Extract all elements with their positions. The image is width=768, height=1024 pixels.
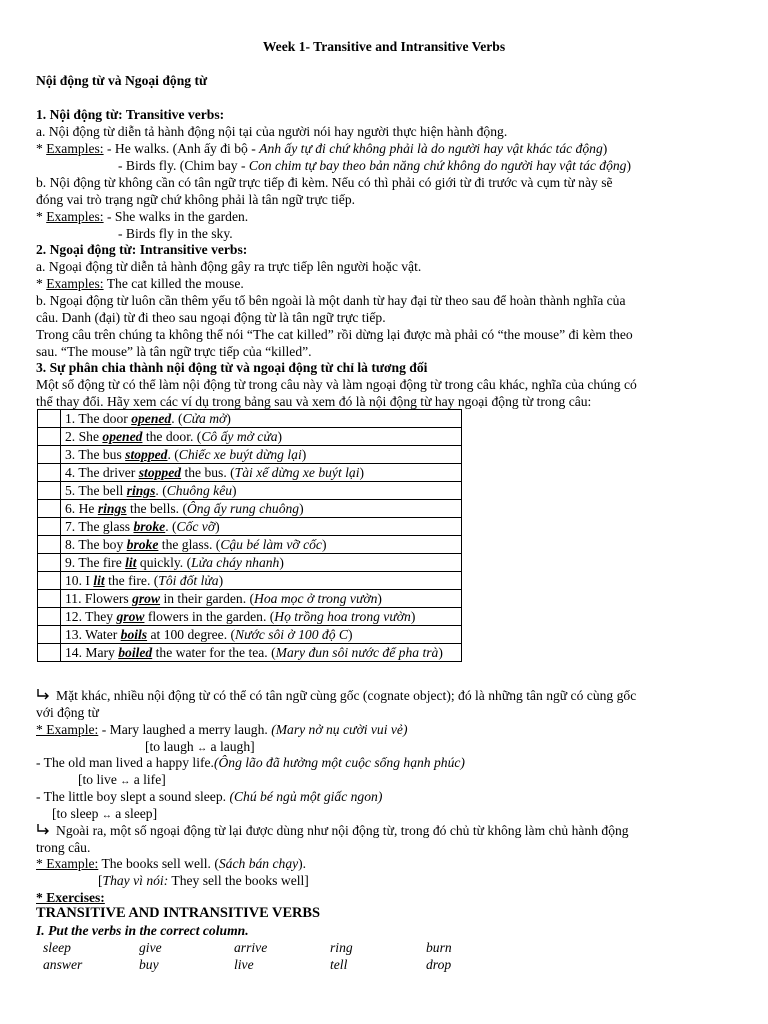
bracket-line: [to live ↔ a life] (78, 772, 166, 787)
bracket-line: [to laugh ↔ a laugh] (145, 739, 255, 754)
table-cell-blank (38, 518, 61, 536)
example-line: - Birds fly in the sky. (118, 226, 233, 241)
example-line: - The little boy slept a sound sleep. (Chú bé ngủ một giấc ngon) (36, 789, 383, 804)
table-cell-example: 1. The door opened. (Cửa mở) (61, 410, 462, 428)
arrow-right-icon (36, 688, 52, 701)
table-row (38, 446, 462, 464)
examples-label: Examples: (46, 141, 104, 156)
table-cell-example: 5. The bell rings. (Chuông kêu) (61, 482, 462, 500)
double-arrow-icon: ↔ (101, 810, 112, 821)
table-cell-example: 10. I lit the fire. (Tôi đốt lửa) (61, 572, 462, 590)
exercises-label: * Exercises: (36, 890, 105, 905)
verb-word: arrive (234, 940, 268, 955)
paragraph: thể thay đổi. Hãy xem các ví dụ trong bảng sau và xem đó là nội động từ hay ngoại động từ trong câu: (36, 394, 592, 409)
table-cell-example: 12. They grow flowers in the garden. (Họ trồng hoa trong vườn) (61, 608, 462, 626)
table-row (38, 536, 462, 554)
double-arrow-icon: ↔ (120, 776, 131, 787)
table-cell-blank (38, 482, 61, 500)
table-row (38, 626, 462, 644)
example-line: [Thay vì nói: They sell the books well] (98, 873, 309, 888)
paragraph: b. Nội động từ không cần có tân ngữ trực tiếp đi kèm. Nếu có thì phải có giới từ đi trước và cụm từ này sẽ (36, 175, 613, 190)
verb-word: burn (426, 940, 452, 955)
example-line: * Examples: - She walks in the garden. (36, 209, 249, 224)
bracket-line: [to sleep ↔ a sleep] (52, 806, 158, 821)
table-cell-example: 13. Water boils at 100 degree. (Nước sôi ở 100 độ C) (61, 626, 462, 644)
verb-word: drop (426, 957, 452, 972)
paragraph: câu. Danh (đại) từ đi theo sau ngoại động từ là tân ngữ trực tiếp. (36, 310, 386, 325)
table-row (38, 428, 462, 446)
paragraph: Ngoài ra, một số ngoại động từ lại được dùng như nội động từ, trong đó chủ từ không làm chủ hành động (36, 822, 629, 839)
verb-word: answer (43, 957, 83, 972)
table-cell-blank (38, 446, 61, 464)
table-row (38, 608, 462, 626)
paragraph: b. Ngoại động từ luôn cần thêm yếu tố bên ngoài là một danh từ hay đại từ theo sau để hoàn thành nghĩa của (36, 293, 626, 308)
table-cell-blank (38, 428, 61, 446)
table-cell-blank (38, 536, 61, 554)
section-2-title: 2. Ngoại động từ: Intransitive verbs: (36, 242, 248, 257)
exercises-heading: TRANSITIVE AND INTRANSITIVE VERBS (36, 905, 321, 921)
paragraph: a. Ngoại động từ diễn tả hành động gây ra trực tiếp lên người hoặc vật. (36, 259, 422, 274)
paragraph: với động từ (36, 705, 99, 720)
verb-word: buy (139, 957, 159, 972)
examples-table (37, 409, 462, 662)
arrow-right-icon (36, 823, 52, 836)
example-line: * Example: The books sell well. (Sách bán chạy). (36, 856, 307, 871)
table-cell-example: 6. He rings the bells. (Ông ấy rung chuông) (61, 500, 462, 518)
table-cell-example: 11. Flowers grow in their garden. (Hoa mọc ở trong vườn) (61, 590, 462, 608)
table-row (38, 554, 462, 572)
verb-word: give (139, 940, 162, 955)
paragraph: trong câu. (36, 840, 91, 855)
table-cell-example: 2. She opened the door. (Cô ấy mở cửa) (61, 428, 462, 446)
section-heading: Nội động từ và Ngoại động từ (36, 73, 208, 88)
table-row (38, 590, 462, 608)
section-3-title: 3. Sự phân chia thành nội động từ và ngoại động từ chỉ là tương đối (36, 360, 428, 375)
exercise-task: I. Put the verbs in the correct column. (36, 923, 249, 938)
example-line: - Birds fly. (Chim bay - Con chim tự bay theo bản năng chứ không do người hay vật tác động) (118, 158, 632, 173)
table-cell-example: 9. The fire lit quickly. (Lửa cháy nhanh) (61, 554, 462, 572)
paragraph: Mặt khác, nhiều nội động từ có thể có tân ngữ cùng gốc (cognate object); đó là những tân ngữ có cùng gốc (36, 687, 636, 704)
table-row (38, 482, 462, 500)
verb-word: tell (330, 957, 348, 972)
table-row (38, 410, 462, 428)
table-cell-blank (38, 608, 61, 626)
table-cell-blank (38, 500, 61, 518)
table-cell-blank (38, 590, 61, 608)
verb-word: sleep (43, 940, 71, 955)
table-cell-example: 4. The driver stopped the bus. (Tài xế dừng xe buýt lại) (61, 464, 462, 482)
double-arrow-icon: ↔ (197, 743, 208, 754)
table-cell-example: 8. The boy broke the glass. (Cậu bé làm vỡ cốc) (61, 536, 462, 554)
table-cell-blank (38, 410, 61, 428)
table-row (38, 572, 462, 590)
table-row (38, 464, 462, 482)
table-cell-blank (38, 464, 61, 482)
paragraph: sau. “The mouse” là tân ngữ trực tiếp của “killed”. (36, 344, 312, 359)
example-line: * Examples: - He walks. (Anh ấy đi bộ - Anh ấy tự đi chứ không phải là do người hay vật khác tác động) (36, 141, 608, 156)
document-title: Week 1- Transitive and Intransitive Verbs (262, 39, 506, 54)
table-row (38, 500, 462, 518)
table-cell-example: 7. The glass broke. (Cốc vỡ) (61, 518, 462, 536)
table-cell-blank (38, 644, 61, 662)
section-1-title: 1. Nội động từ: Transitive verbs: (36, 107, 225, 122)
example-line: * Examples: The cat killed the mouse. (36, 276, 244, 291)
table-row (38, 518, 462, 536)
example-line: * Example: - Mary laughed a merry laugh. (Mary nở nụ cười vui vẻ) (36, 722, 408, 737)
table-cell-blank (38, 572, 61, 590)
verb-word: live (234, 957, 254, 972)
table-cell-blank (38, 626, 61, 644)
example-line: - The old man lived a happy life.(Ông lão đã hưởng một cuộc sống hạnh phúc) (36, 755, 465, 770)
table-cell-example: 14. Mary boiled the water for the tea. (Mary đun sôi nước để pha trà) (61, 644, 462, 662)
verb-word: ring (330, 940, 353, 955)
paragraph: Trong câu trên chúng ta không thể nói “The cat killed” rồi dừng lại được mà phải có “the mouse” đi kèm theo (36, 327, 633, 342)
table-cell-blank (38, 554, 61, 572)
table-row (38, 644, 462, 662)
paragraph: Một số động từ có thể làm nội động từ trong câu này và làm ngoại động từ trong câu khác, nghĩa của chúng có (36, 377, 637, 392)
paragraph: a. Nội động từ diễn tả hành động nội tại của người nói hay người thực hiện hành động. (36, 124, 508, 139)
table-cell-example: 3. The bus stopped. (Chiếc xe buýt dừng lại) (61, 446, 462, 464)
paragraph: đóng vai trò trạng ngữ chứ không phải là tân ngữ trực tiếp. (36, 192, 356, 207)
